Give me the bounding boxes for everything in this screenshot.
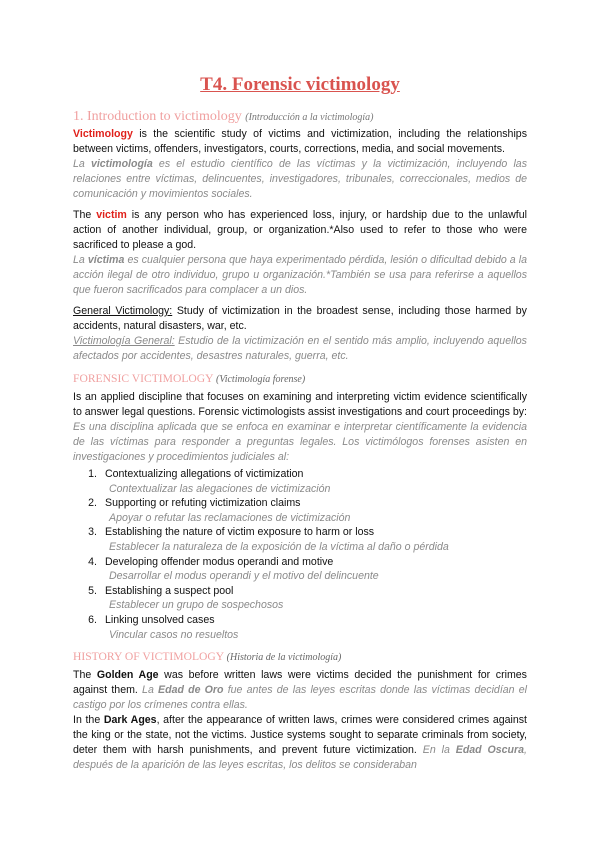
paragraph-text: es cualquier persona que haya experimentado pérdida, lesión o dificultad debido a la acción ilegal de otro individuo, grupo u organización.*También se usa para referirse a aquellos que fueron sacrificados para complacer a un dios. <box>73 254 527 296</box>
list-item-text: Establishing a suspect pool <box>105 584 234 597</box>
list-item-translation: Apoyar o refutar las reclamaciones de victimización <box>109 511 351 524</box>
keyword-dark-ages: Dark Ages <box>103 714 157 727</box>
list-item-translation: Contextualizar las alegaciones de victimización <box>109 482 331 495</box>
list-item-text: Establishing the nature of victim exposure to harm or loss <box>105 526 375 539</box>
paragraph-dark-ages <box>73 713 527 773</box>
list-item-translation: Establecer la naturaleza de la exposición de la víctima al daño o pérdida <box>109 540 449 553</box>
list-item-text: Linking unsolved cases <box>105 613 215 626</box>
list-item <box>73 613 527 642</box>
section-heading-history <box>73 648 527 666</box>
paragraph-text: In the <box>73 714 104 727</box>
paragraph-translation: En la <box>422 744 456 757</box>
heading-text: FORENSIC VICTIMOLOGY <box>73 372 214 385</box>
keyword-victim: victim <box>96 209 127 221</box>
paragraph-text: is any person who has experienced loss, injury, or hardship due to the unlawful action of another individual, group, or organization.*Also used to refer to those who were sacrificed to please a god. <box>73 209 527 251</box>
paragraph-general-victimology-translation <box>73 334 527 364</box>
paragraph-text: was before written laws were victims decided the punishment for crimes against them. <box>73 669 527 697</box>
section-heading-forensic-victimology <box>73 370 527 388</box>
paragraph-general-victimology <box>73 304 527 334</box>
paragraph-text: es el estudio científico de las víctimas y la victimización, incluyendo las relaciones entre víctimas, delincuentes, investigadores, tribunales, correccionales, medios de comunicación y movimientos sociales. <box>73 158 527 200</box>
heading-translation: (Introducción a la victimología) <box>245 112 374 123</box>
term-victimologia-general: Victimología General: <box>73 335 175 347</box>
heading-text: HISTORY OF VICTIMOLOGY <box>73 650 224 664</box>
keyword-edad-de-oro: Edad de Oro <box>158 684 224 697</box>
list-item <box>73 467 527 496</box>
paragraph-translation: La <box>142 684 159 697</box>
paragraph-translation: , después de la aparición de las leyes escritas, los delitos se consideraban <box>73 744 527 772</box>
list-number: 6. <box>88 613 97 626</box>
paragraph-text: The <box>73 209 97 221</box>
keyword-victimologia: victimología <box>90 158 153 170</box>
paragraph-translation: fue antes de las leyes escritas donde las víctimas decidían el castigo por los crímenes contra ellas. <box>73 684 527 712</box>
list-item <box>73 555 527 584</box>
page-title: T4. Forensic victimology <box>200 74 400 95</box>
paragraph-victimology-translation <box>73 157 527 202</box>
paragraph-forensic-intro <box>73 390 527 465</box>
list-item <box>73 525 527 554</box>
paragraph-text: is the scientific study of victims and victimization, including the relationships between victims, offenders, investigators, courts, corrections, media, and social movements. <box>73 128 527 155</box>
heading-translation: (Victimología forense) <box>216 374 306 385</box>
list-item-text: Contextualizing allegations of victimization <box>105 468 304 480</box>
paragraph-text: The <box>73 669 97 682</box>
paragraph-victimology-definition <box>73 127 527 157</box>
term-general-victimology: General Victimology: <box>73 305 173 317</box>
list-item-text: Developing offender modus operandi and motive <box>105 555 334 568</box>
heading-translation: (Historia de la victimología) <box>226 652 342 664</box>
list-number: 3. <box>88 526 97 539</box>
forensic-tasks-list <box>73 467 527 642</box>
list-number: 2. <box>88 497 97 510</box>
keyword-golden-age: Golden Age <box>96 669 159 682</box>
list-item-translation: Desarrollar el modus operandi y el motivo del delincuente <box>109 570 379 583</box>
paragraph-victim-definition <box>73 208 527 253</box>
keyword-victima: víctima <box>87 254 125 266</box>
list-number: 5. <box>88 584 97 597</box>
list-number: 1. <box>88 468 97 480</box>
paragraph-text: , after the appearance of written laws, crimes were considered crimes against the king or the state, not the victims. Justice systems sought to separate criminals from society, deter them with harsh punishments, and prevent future victimization. <box>73 714 527 757</box>
list-item-translation: Establecer un grupo de sospechosos <box>109 599 284 612</box>
list-item <box>73 584 527 613</box>
list-item <box>73 496 527 525</box>
heading-text: 1. Introduction to victimology <box>73 109 242 124</box>
list-item-text: Supporting or refuting victimization claims <box>105 497 301 510</box>
paragraph-golden-age <box>73 668 527 713</box>
list-number: 4. <box>88 555 97 568</box>
keyword-edad-oscura: Edad Oscura <box>455 744 525 757</box>
paragraph-text: Is an applied discipline that focuses on examining and interpreting victim evidence scientifically to answer legal questions. Forensic victimologists assist investigations and court proceedings by: <box>73 391 527 418</box>
paragraph-translation: Es una disciplina aplicada que se enfoca en examinar e interpretar científicamente la evidencia de las víctimas para responder a preguntas legales. Los victimólogos forenses asisten en investigaciones y procedimientos judiciales al: <box>73 421 527 463</box>
list-item-translation: Vincular casos no resueltos <box>109 628 239 641</box>
keyword-victimology: Victimology <box>73 128 133 140</box>
paragraph-text: La <box>73 254 88 266</box>
section-heading-introduction <box>73 108 527 127</box>
paragraph-text: La <box>73 158 91 170</box>
paragraph-text: Estudio de la victimización en el sentido más amplio, incluyendo aquellos afectados por accidentes, desastres naturales, guerra, etc. <box>73 335 527 362</box>
paragraph-text: Study of victimization in the broadest sense, including those harmed by accidents, natural disasters, war, etc. <box>73 305 527 332</box>
paragraph-victim-translation <box>73 253 527 298</box>
